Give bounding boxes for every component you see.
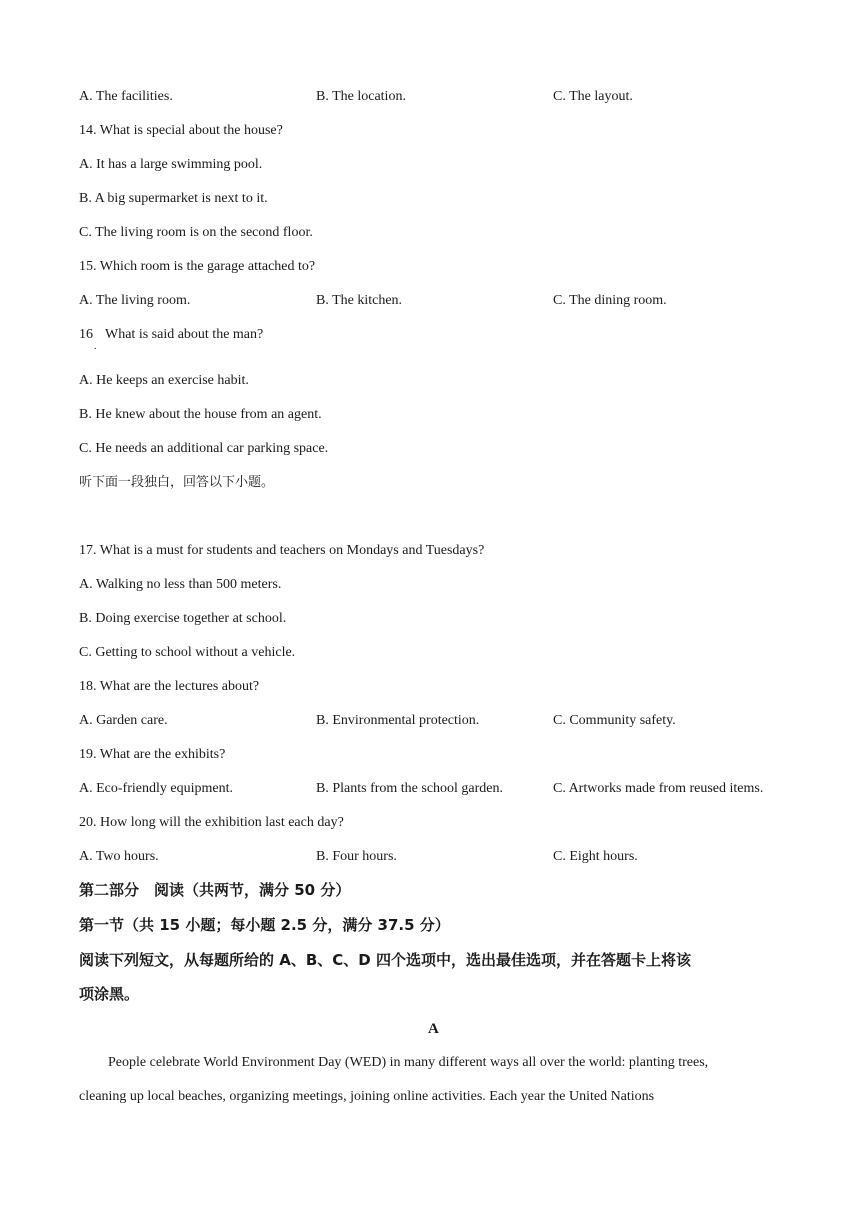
q16-dot: . [94,341,97,352]
q17-question: 17. What is a must for students and teachers on Mondays and Tuesdays? [79,543,485,558]
q18-question: 18. What are the lectures about? [79,679,260,694]
reading-instruction-line2: 项涂黑。 [79,985,140,1003]
q17-option-b: B. Doing exercise together at school. [79,611,287,626]
q13-option-b: B. The location. [316,89,406,104]
q15-option-a: A. The living room. [79,293,191,308]
passage-label: A [428,1021,439,1037]
section1-title: 第一节（共 15 小题；每小题 2.5 分，满分 37.5 分） [79,916,450,934]
q19-question: 19. What are the exhibits? [79,747,226,762]
q15-option-b: B. The kitchen. [316,293,403,308]
q16-option-a: A. He keeps an exercise habit. [79,373,249,388]
passage-line-2: cleaning up local beaches, organizing meetings, joining online activities. Each year the United Nations [79,1089,655,1104]
q15-options [79,292,839,310]
q20-question: 20. How long will the exhibition last each day? [79,815,344,830]
q20-option-b: B. Four hours. [316,849,397,864]
part2-title: 第二部分 阅读（共两节，满分 50 分） [79,881,351,899]
q19-option-b: B. Plants from the school garden. [316,781,504,796]
q20-options [79,848,839,866]
q17-option-c: C. Getting to school without a vehicle. [79,645,296,660]
q16-number: 16 [79,327,93,342]
q18-option-b: B. Environmental protection. [316,713,480,728]
q16-option-b: B. He knew about the house from an agent. [79,407,322,422]
passage-line-1: People celebrate World Environment Day (WED) in many different ways all over the world: planting trees, [108,1055,709,1070]
q15-option-c: C. The dining room. [553,293,667,308]
q17-option-a: A. Walking no less than 500 meters. [79,577,282,592]
q14-question: 14. What is special about the house? [79,123,283,138]
monologue-instruction: 听下面一段独白，回答以下小题。 [79,475,275,490]
q15-question: 15. Which room is the garage attached to? [79,259,316,274]
q20-option-a: A. Two hours. [79,849,159,864]
q19-options [79,780,839,798]
q16-option-c: C. He needs an additional car parking space. [79,441,329,456]
q13-option-c: C. The layout. [553,89,633,104]
q16-question: What is said about the man? [105,327,264,342]
reading-instruction-line1: 阅读下列短文，从每题所给的 A、B、C、D 四个选项中，选出最佳选项，并在答题卡上将该 [79,951,691,969]
q14-option-a: A. It has a large swimming pool. [79,157,263,172]
q13-option-a: A. The facilities. [79,89,173,104]
q18-option-a: A. Garden care. [79,713,168,728]
q20-option-c: C. Eight hours. [553,849,638,864]
q13-options [79,88,839,106]
q18-options [79,712,839,730]
q18-option-c: C. Community safety. [553,713,676,728]
q19-option-c: C. Artworks made from reused items. [553,781,764,796]
q14-option-c: C. The living room is on the second floor. [79,225,313,240]
q14-option-b: B. A big supermarket is next to it. [79,191,268,206]
q19-option-a: A. Eco-friendly equipment. [79,781,233,796]
